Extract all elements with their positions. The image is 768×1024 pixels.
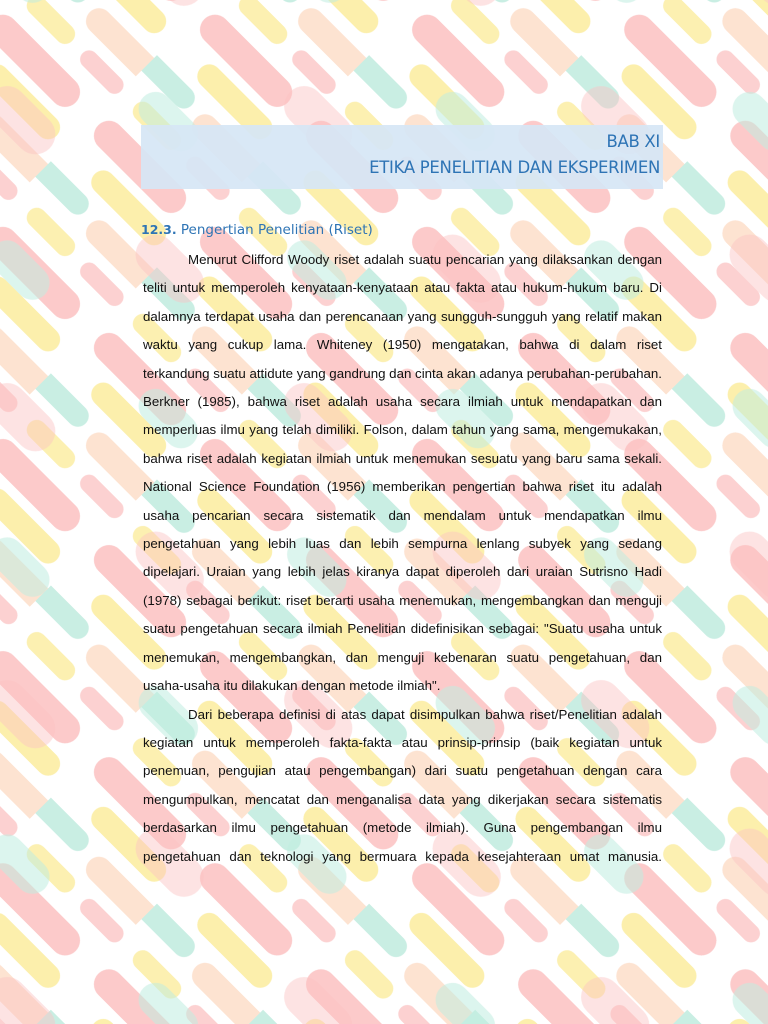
chapter-number: BAB XI — [606, 132, 660, 151]
paragraph: Dari beberapa definisi di atas dapat disimpulkan bahwa riset/Penelitian adalah kegiatan untuk memperoleh fakta-fakta atau prinsip-prinsip (baik kegiatan untuk penemuan, pengujian atau pengembangan) dari suatu pengetahuan dengan cara mengumpulkan, mencatat dan menganalisa data yang dikerjakan secara sistematis berdasarkan ilmu pengetahuan (metode ilmiah). Guna pengembangan ilmu pengetahuan dan teknologi yang bermuara kepada kesejahteraan umat manusia. — [143, 706, 662, 864]
chapter-title-banner — [141, 125, 663, 189]
paragraph: Menurut Clifford Woody riset adalah suatu pencarian yang dilaksankan dengan teliti untuk memperoleh kenyataan-kenyataan atau fakta atau hukum-hukum baru. Di dalamnya terdapat usaha dan perencanaan yang sungguh-sungguh yang relatif makan waktu yang cukup lama. Whiteney (1950) mengatakan, bahwa di dalam riset terkandung suatu attidute yang gandrung dan cinta akan adanya perubahan-perubahan. Berkner (1985), bahwa riset adalah usaha secara ilmiah untuk mendapatkan dan memperluas ilmu yang telah dimiliki. Folson, dalam tahun yang sama, mengemukakan, bahwa riset adalah kegiatan ilmiah untuk menemukan sesuatu yang baru sama sekali. National Science Foundation (1956) memberikan pengertian bahwa riset itu adalah usaha pencarian secara sistematik dan mendalam untuk mendapatkan ilmu pengetahuan yang lebih luas dan lebih sempurna lenlang subyek yang sedang dipelajari. Uraian yang lebih jelas kiranya dapat diperoleh dari uraian Sutrisno Hadi (1978) sebagai berikut: riset berarti usaha menemukan, mengembangkan dan menguji suatu pengetahuan secara ilmiah Penelitian didefinisikan sebagai: "Suatu usaha untuk menemukan, mengembangkan, dan menguji kebenaran suatu pengetahuan, dan usaha-usaha itu dilakukan dengan metode ilmiah". — [143, 252, 662, 694]
chapter-title: ETIKA PENELITIAN DAN EKSPERIMEN — [369, 158, 660, 177]
section-heading — [141, 219, 373, 241]
body-text — [143, 246, 662, 871]
section-number: 12.3. — [141, 222, 177, 237]
section-title: Pengertian Penelitian (Riset) — [180, 222, 373, 238]
